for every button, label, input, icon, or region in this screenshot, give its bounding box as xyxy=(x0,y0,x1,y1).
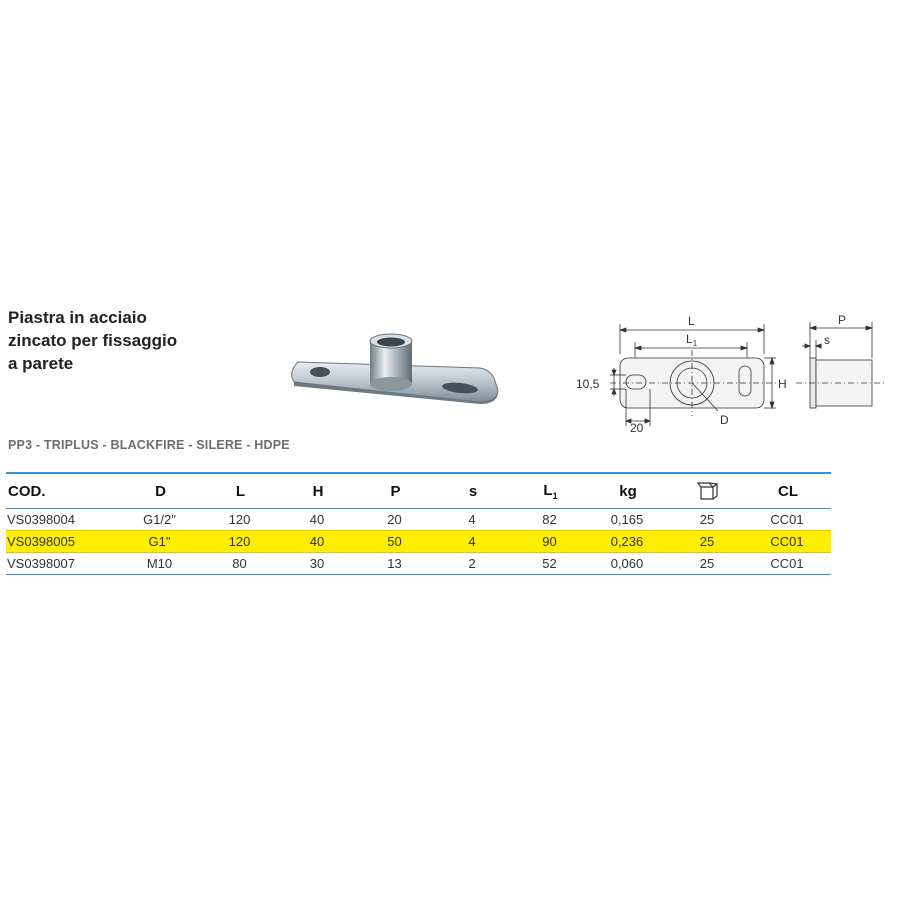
header-d: D xyxy=(155,482,166,500)
technical-drawing-side xyxy=(796,308,886,408)
cell-cl: CC01 xyxy=(770,512,804,527)
cell-d: G1/2" xyxy=(143,512,176,527)
product-photo xyxy=(284,332,506,404)
cell-cod: VS0398005 xyxy=(7,534,75,549)
table-row xyxy=(6,509,831,530)
header-cod: COD. xyxy=(8,482,46,500)
table-row-highlighted xyxy=(6,530,831,553)
cell-l: 80 xyxy=(232,556,247,571)
cell-l1: 90 xyxy=(542,534,557,549)
box-icon xyxy=(696,481,720,501)
dim-label-10-5: 10,5 xyxy=(576,377,600,391)
cell-l: 120 xyxy=(228,512,251,527)
title-line-1: Piastra in acciaio xyxy=(8,308,147,327)
header-p: P xyxy=(390,482,401,500)
cell-p: 13 xyxy=(387,556,402,571)
title-line-3: a parete xyxy=(8,354,74,373)
cell-kg: 0,165 xyxy=(610,512,644,527)
cell-p: 50 xyxy=(387,534,402,549)
title-line-2: zincato per fissaggio xyxy=(8,331,178,350)
cell-s: 2 xyxy=(468,556,476,571)
header-l: L xyxy=(235,482,246,500)
dim-label-l: L xyxy=(688,314,695,328)
cell-cod: VS0398007 xyxy=(7,556,75,571)
header-s: s xyxy=(468,482,478,500)
cell-h: 30 xyxy=(309,556,325,571)
product-title xyxy=(8,306,238,375)
product-subtitle: PP3 - TRIPLUS - BLACKFIRE - SILERE - HDPE xyxy=(8,438,290,452)
dim-label-h: H xyxy=(778,377,787,391)
cell-kg: 0,236 xyxy=(610,534,644,549)
cell-cod: VS0398004 xyxy=(7,512,75,527)
product-table xyxy=(6,472,831,575)
header-cl: CL xyxy=(778,482,798,500)
dim-label-p: P xyxy=(838,313,847,327)
header-l1: $L_1$ xyxy=(543,481,558,501)
header-kg: kg xyxy=(619,482,637,500)
cell-kg: 0,060 xyxy=(610,556,644,571)
dim-label-20: 20 xyxy=(630,421,644,435)
dim-label-l1: $L_1$ xyxy=(686,332,698,348)
cell-l: 120 xyxy=(228,534,251,549)
cell-box: 25 xyxy=(699,556,715,571)
cell-h: 40 xyxy=(309,512,325,527)
header-h: H xyxy=(312,482,324,500)
cell-s: 4 xyxy=(468,512,476,527)
dim-label-d: D xyxy=(720,413,729,427)
technical-drawing-front xyxy=(570,308,785,433)
cell-cl: CC01 xyxy=(770,534,804,549)
cell-l1: 82 xyxy=(542,512,557,527)
cell-d: G1" xyxy=(148,534,171,549)
cell-h: 40 xyxy=(309,534,325,549)
table-header-row xyxy=(6,474,831,509)
cell-s: 4 xyxy=(468,534,476,549)
cell-cl: CC01 xyxy=(770,556,804,571)
cell-box: 25 xyxy=(699,534,715,549)
table-row xyxy=(6,553,831,575)
header-box xyxy=(668,481,748,501)
dim-label-s: s xyxy=(824,333,830,347)
cell-p: 20 xyxy=(387,512,402,527)
cell-d: M10 xyxy=(146,556,173,571)
cell-l1: 52 xyxy=(542,556,557,571)
cell-box: 25 xyxy=(699,512,715,527)
